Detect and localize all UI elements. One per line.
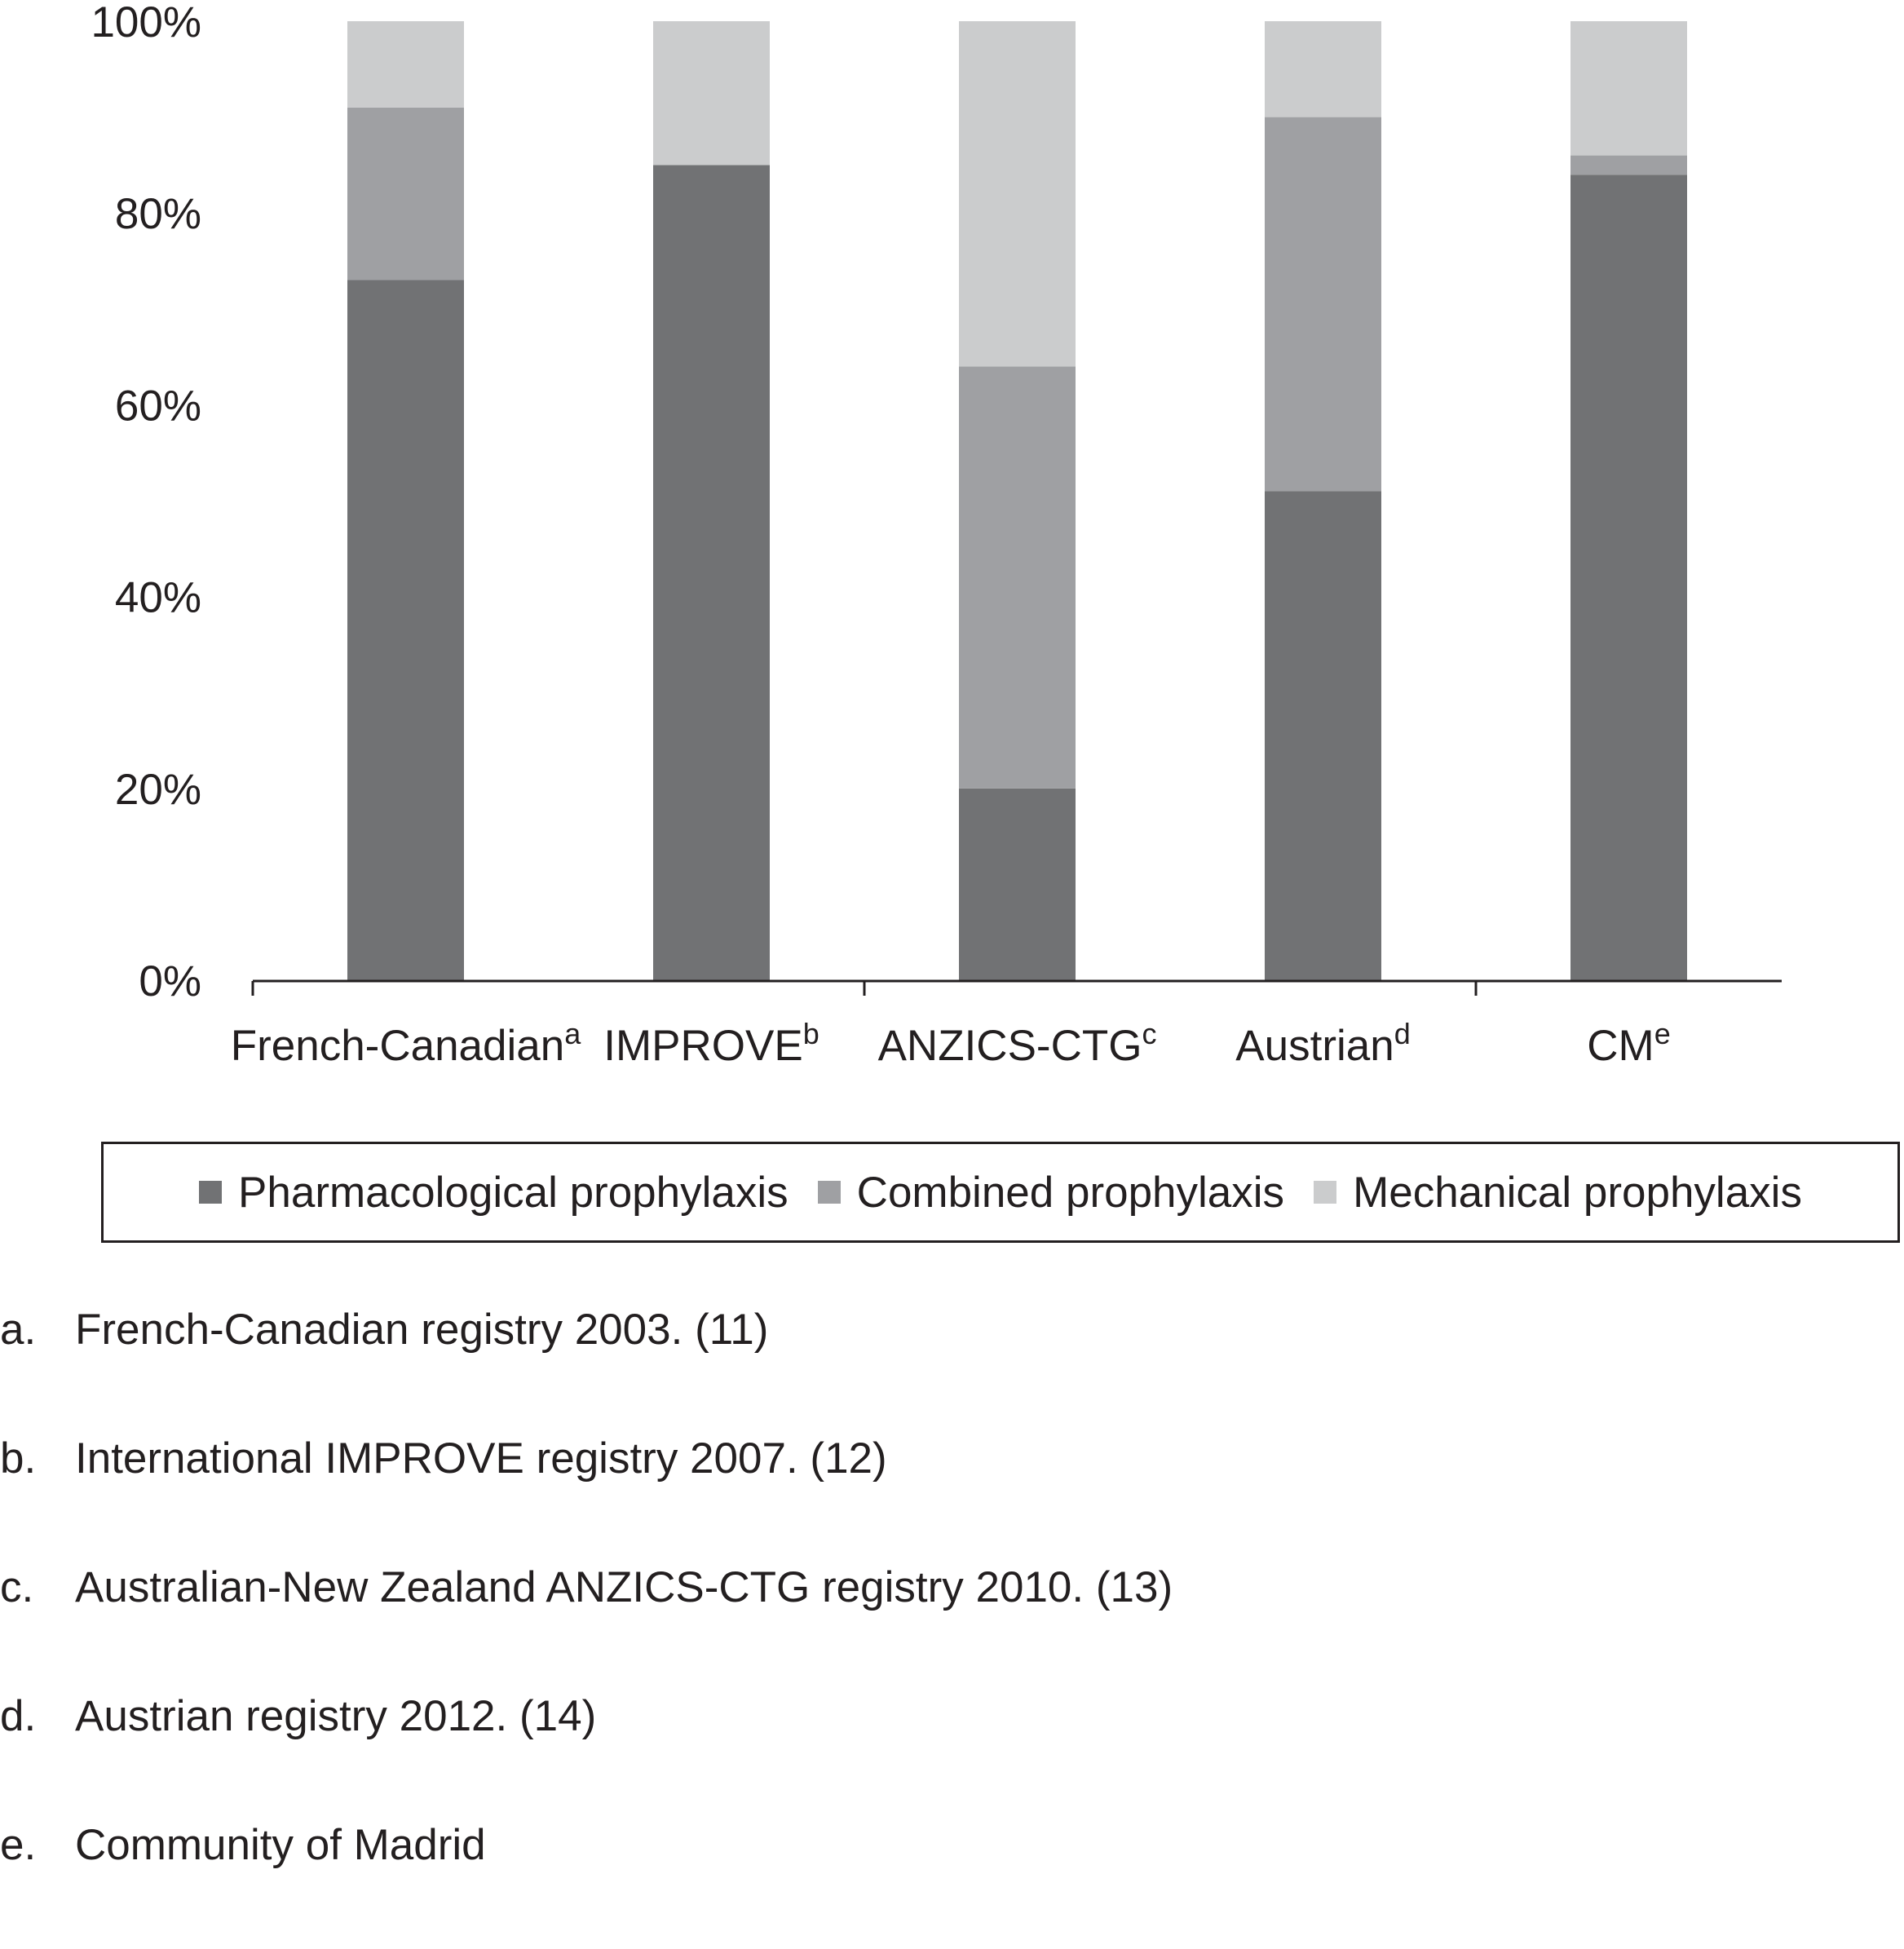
legend-item-combined xyxy=(818,1168,1284,1218)
footnote-text: French-Canadian registry 2003. (11) xyxy=(75,1306,769,1354)
bar-segment-pharmacological xyxy=(1570,175,1687,980)
legend-label-pharmacological: Pharmacological prophylaxis xyxy=(238,1168,789,1217)
footnote-marker: d. xyxy=(0,1692,37,1740)
bar-segment-pharmacological xyxy=(959,789,1076,980)
y-tick-labels xyxy=(91,0,201,1005)
x-tick-label-text: IMPROVE xyxy=(603,1022,803,1070)
bar-segment-mechanical xyxy=(347,21,464,108)
footnote-text: Australian-New Zealand ANZICS-CTG registry 2010. (13) xyxy=(75,1563,1173,1611)
bar-segment-combined xyxy=(347,108,464,281)
y-tick-label: 100% xyxy=(91,0,201,46)
legend-swatch-mechanical xyxy=(1314,1181,1336,1204)
x-tick-label-text: French-Canadian xyxy=(230,1022,565,1070)
footnote-text: Austrian registry 2012. (14) xyxy=(75,1692,597,1740)
chart-legend xyxy=(101,1142,1900,1243)
bar-segment-mechanical xyxy=(959,21,1076,366)
footnote-text: Community of Madrid xyxy=(75,1821,486,1869)
y-tick-label: 60% xyxy=(114,382,201,431)
x-axis xyxy=(253,981,1782,996)
x-tick-label xyxy=(878,1017,1157,1070)
legend-label-mechanical: Mechanical prophylaxis xyxy=(1353,1168,1802,1217)
footnote-c xyxy=(0,1562,1173,1691)
bar-segment-combined xyxy=(1265,117,1381,492)
x-tick-labels xyxy=(231,1017,1671,1070)
footnote-e xyxy=(0,1820,1173,1949)
bar-segment-pharmacological xyxy=(1265,491,1381,980)
bars-group xyxy=(347,21,1687,980)
x-tick-label xyxy=(1587,1017,1670,1070)
legend-item-mechanical xyxy=(1314,1168,1802,1218)
footnote-b xyxy=(0,1434,1173,1562)
x-tick-label-text: ANZICS-CTG xyxy=(877,1022,1142,1070)
y-tick-label: 0% xyxy=(139,957,201,1005)
footnote-marker: a. xyxy=(0,1306,37,1354)
x-tick-label xyxy=(231,1017,582,1070)
y-tick-label: 40% xyxy=(114,573,201,622)
footnote-a xyxy=(0,1305,1173,1434)
x-tick-label xyxy=(603,1017,819,1070)
footnote-marker: c. xyxy=(0,1563,34,1611)
x-tick-label-text: Austrian xyxy=(1235,1022,1394,1070)
x-tick-label-superscript: c xyxy=(1142,1017,1157,1050)
footnote-marker: b. xyxy=(0,1434,37,1483)
bar-segment-combined xyxy=(959,366,1076,788)
x-tick-label-superscript: b xyxy=(802,1017,819,1050)
y-tick-label: 80% xyxy=(114,190,201,239)
bar-segment-mechanical xyxy=(1570,21,1687,156)
x-tick-label-superscript: e xyxy=(1654,1017,1671,1050)
bar-segment-mechanical xyxy=(653,21,770,165)
legend-item-pharmacological xyxy=(199,1168,789,1218)
footnote-marker: e. xyxy=(0,1821,37,1869)
footnotes-list xyxy=(0,1305,1173,1949)
bar-segment-pharmacological xyxy=(347,281,464,981)
x-tick-label-superscript: d xyxy=(1394,1017,1411,1050)
x-tick-label xyxy=(1235,1017,1410,1070)
legend-swatch-pharmacological xyxy=(199,1181,222,1204)
bar-segment-mechanical xyxy=(1265,21,1381,117)
y-tick-label: 20% xyxy=(114,765,201,814)
footnote-text: International IMPROVE registry 2007. (12) xyxy=(75,1434,887,1483)
legend-label-combined: Combined prophylaxis xyxy=(856,1168,1285,1217)
bar-segment-pharmacological xyxy=(653,165,770,980)
footnote-d xyxy=(0,1691,1173,1820)
x-tick-label-superscript: a xyxy=(564,1017,581,1050)
x-tick-label-text: CM xyxy=(1587,1022,1654,1070)
bar-segment-combined xyxy=(1570,156,1687,175)
legend-swatch-combined xyxy=(818,1181,841,1204)
